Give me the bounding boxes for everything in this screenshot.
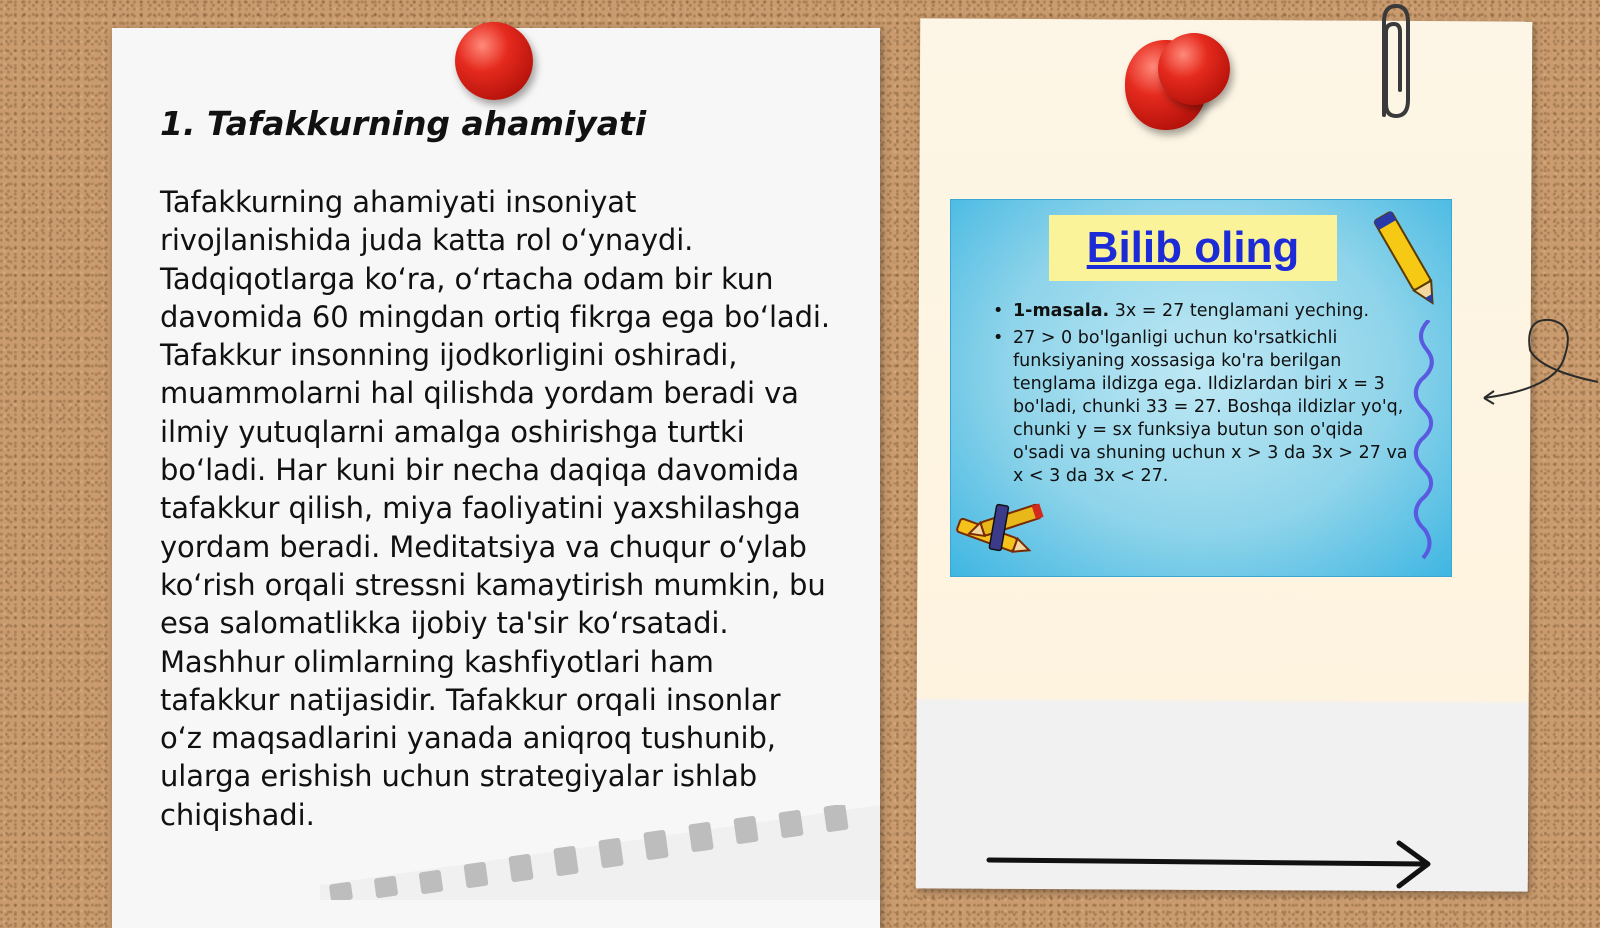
info-heading-box bbox=[1049, 215, 1337, 281]
info-panel bbox=[950, 199, 1452, 577]
solution-text: 27 > 0 bo'lganligi uchun ko'rsatkichli funksiyaning xossasiga ko'ra berilgan tenglama ildizga ega. Ildizlardan biri x = 3 bo'ladi, chunki 33 = 27. Boshqa ildizlar yo'q, chunki y = sx funksiya butun son o'qida o'sadi va shuning uchun x > 3 da 3x > 27 va x < 3 da 3x < 27. bbox=[1013, 328, 1408, 486]
left-note-paper bbox=[112, 28, 880, 928]
wavy-line-icon bbox=[1409, 320, 1439, 560]
paperclip-icon bbox=[1370, 0, 1420, 125]
pencils-icon bbox=[951, 495, 1056, 570]
pushpin-icon bbox=[1158, 33, 1230, 105]
pencil-icon bbox=[1366, 200, 1446, 315]
task-text: 3x = 27 tenglamani yeching. bbox=[1109, 301, 1370, 321]
squiggle-arrow-icon bbox=[1480, 310, 1600, 410]
arrow-right-icon bbox=[985, 840, 1435, 890]
list-item bbox=[991, 300, 1411, 323]
pushpin-icon bbox=[455, 22, 533, 100]
torn-edge-decoration bbox=[320, 805, 880, 900]
info-heading: Bilib oling bbox=[1086, 223, 1300, 272]
task-label: 1-masala. bbox=[1013, 301, 1110, 321]
note-body-text: Tafakkurning ahamiyati insoniyat rivojlanishida juda katta rol o‘ynaydi. Tadqiqotlarga ko‘ra, o‘rtacha odam bir kun davomida 60 mingdan ortiq fikrga ega bo‘ladi. Tafakkur insonning ijodkorligini oshiradi, muammolarni hal qilishda yordam beradi va ilmiy yutuqlarni amalga oshirishga turtki bo‘ladi. Har kuni bir necha daqiqa davomida tafakkur qilish, miya faoliyatini yaxshilashga yordam beradi. Meditatsiya va chuqur o‘ylab ko‘rish orqali stressni kamaytirish mumkin, bu esa salomatlikka ijobiy ta'sir ko‘rsatadi. Mashhur olimlarning kashfiyotlari ham tafakkur natijasidir. Tafakkur orqali insonlar o‘z maqsadlarini yanada aniqroq tushunib, ularga erishish uchun strategiyalar ishlab chiqishadi. bbox=[160, 185, 830, 832]
list-item bbox=[991, 327, 1411, 488]
note-title: 1. Tafakkurning ahamiyati bbox=[160, 104, 647, 143]
info-bullets bbox=[991, 300, 1411, 492]
